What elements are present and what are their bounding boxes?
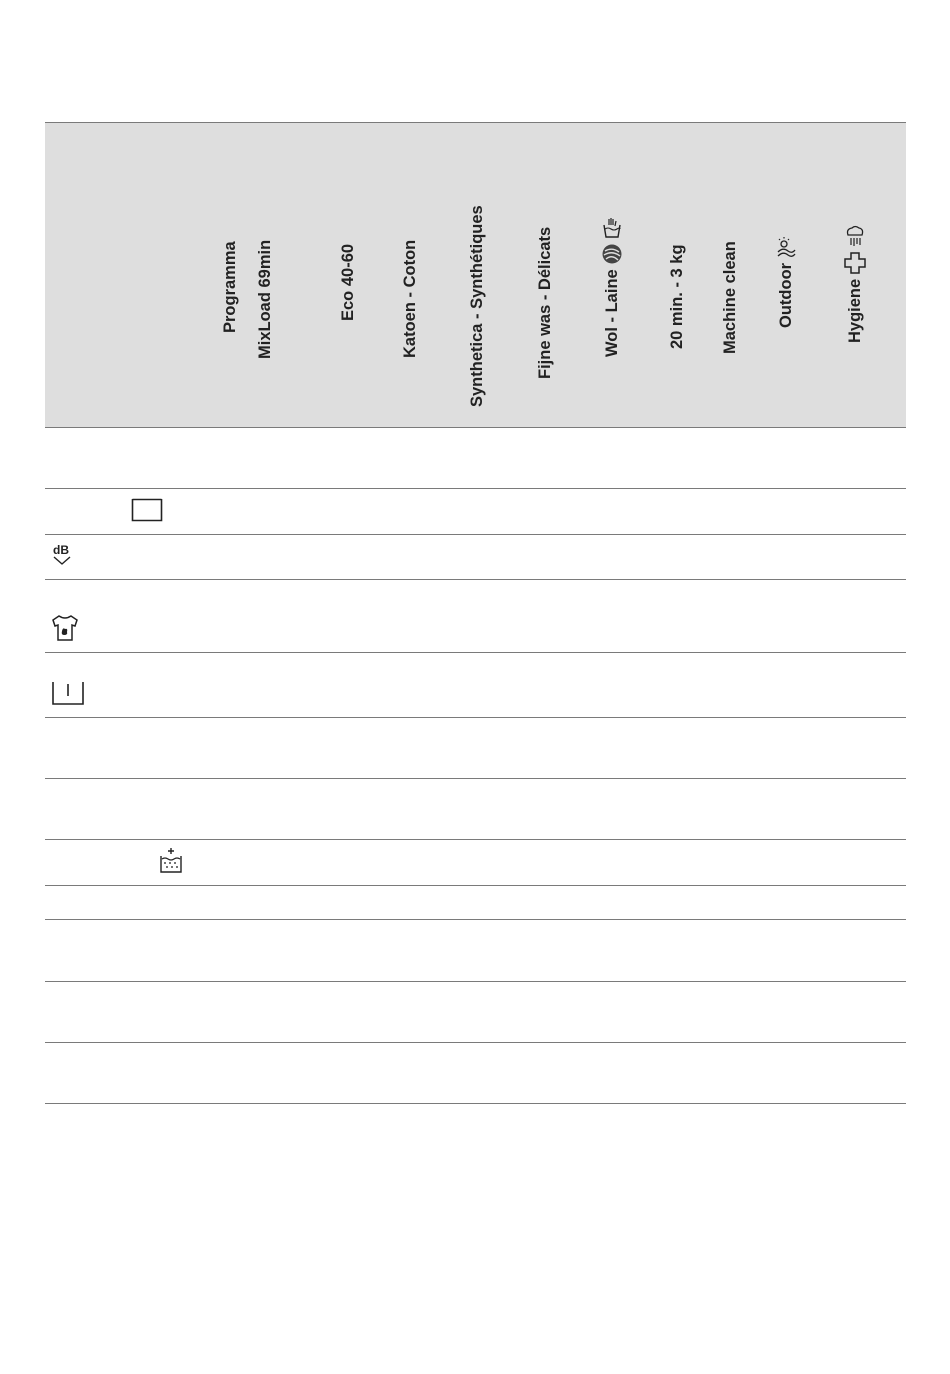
wool-mark-icon	[601, 243, 623, 265]
row-divider	[45, 1103, 906, 1104]
row-divider	[45, 488, 906, 489]
header-programma: Programma	[221, 241, 239, 333]
program-options-table	[45, 122, 906, 557]
program-eco-40-60: Eco 40-60	[339, 243, 357, 321]
row-divider	[45, 981, 906, 982]
hygiene-icon	[843, 251, 867, 275]
outdoor-icon	[775, 237, 797, 259]
program-hygiene: Hygiene	[843, 225, 867, 343]
program-synthetica: Synthetica - Synthétiques	[468, 205, 486, 407]
quiet-db-icon	[51, 542, 75, 570]
stain-shirt-icon	[50, 614, 80, 642]
steam-icon	[844, 225, 866, 247]
program-20min-3kg: 20 min. - 3 kg	[668, 244, 686, 349]
program-katoen-coton: Katoen - Coton	[401, 239, 419, 358]
row-divider	[45, 652, 906, 653]
program-machine-clean: Machine clean	[721, 241, 739, 354]
program-mixload-69min: MixLoad 69min	[256, 239, 274, 359]
row-divider	[45, 579, 906, 580]
soak-tub-icon	[51, 679, 85, 707]
prewash-icon	[131, 496, 163, 522]
hand-wash-icon	[601, 217, 623, 239]
extra-rinse-icon	[157, 847, 185, 875]
row-divider	[45, 885, 906, 886]
program-outdoor: Outdoor	[775, 237, 797, 328]
row-divider	[45, 717, 906, 718]
row-divider	[45, 839, 906, 840]
row-divider	[45, 778, 906, 779]
row-divider	[45, 1042, 906, 1043]
program-wol-laine: Wol - Laine	[601, 217, 623, 357]
table-header	[45, 123, 906, 428]
row-divider	[45, 919, 906, 920]
row-divider	[45, 534, 906, 535]
svg-text:dB: dB	[53, 543, 69, 557]
program-fijne-was: Fijne was - Délicats	[536, 226, 554, 379]
